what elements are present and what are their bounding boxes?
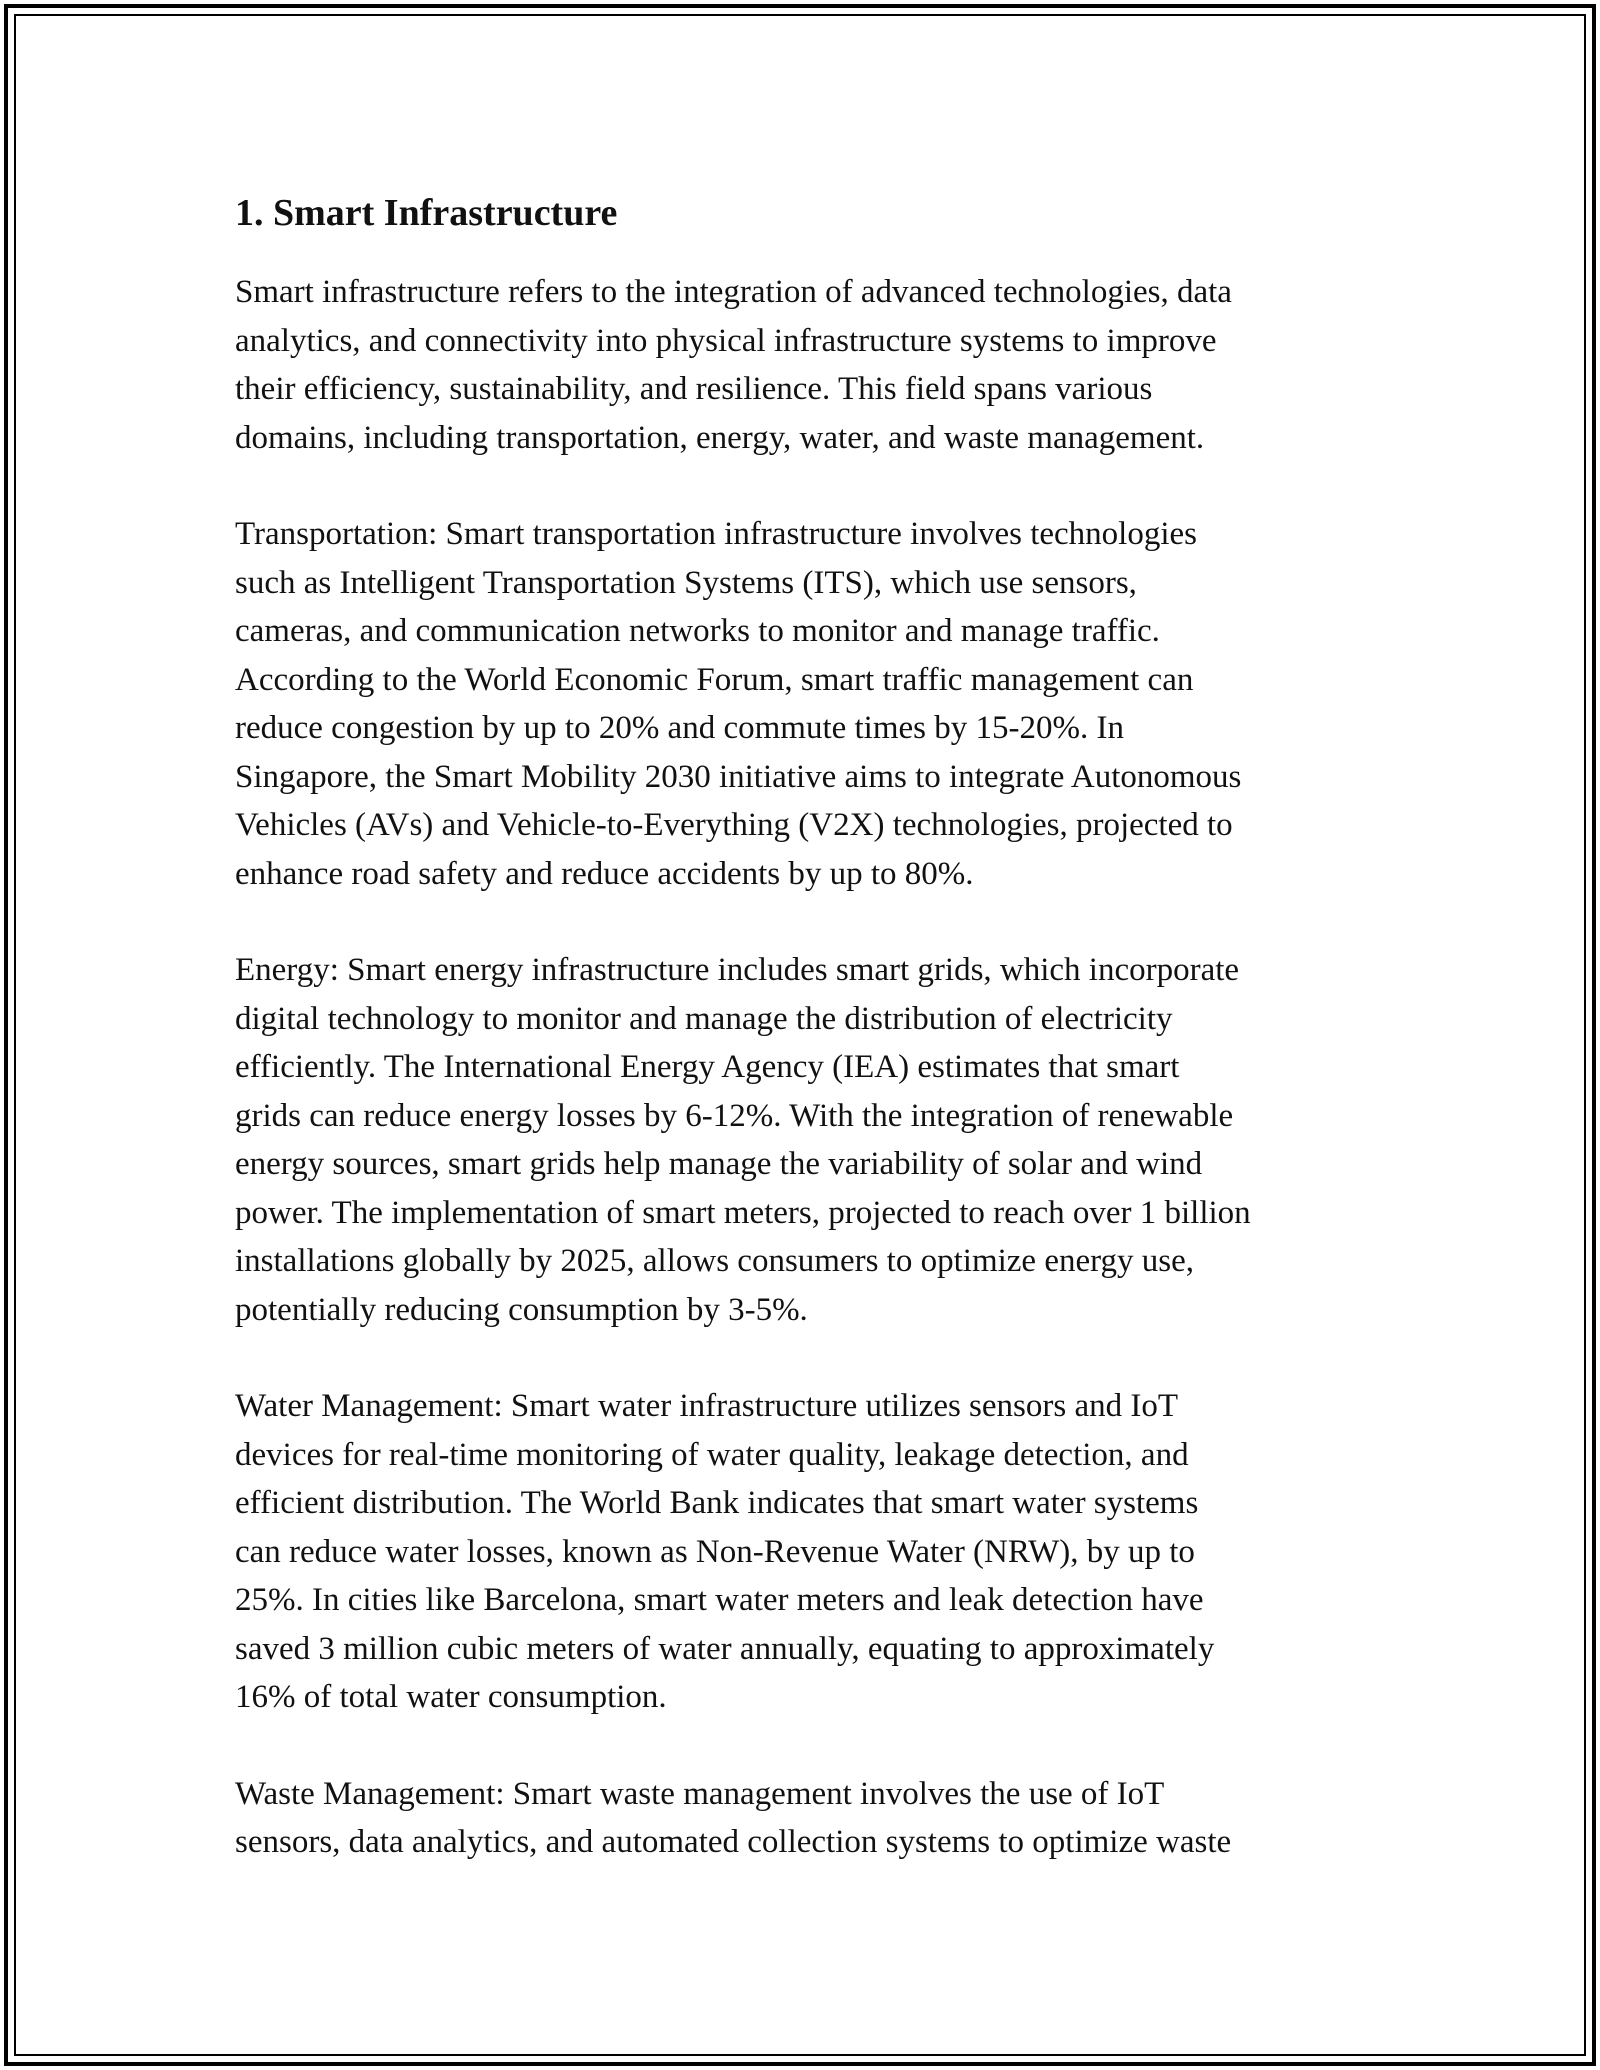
text-line: 16% of total water consumption. (235, 1679, 667, 1715)
text-line: Smart infrastructure refers to the integration of advanced technologies, data (235, 274, 1232, 310)
text-line: reduce congestion by up to 20% and commute times by 15-20%. In (235, 710, 1124, 746)
text-line: According to the World Economic Forum, smart traffic management can (235, 661, 1194, 698)
text-line: can reduce water losses, known as Non-Revenue Water (NRW), by up to (235, 1533, 1195, 1570)
energy-paragraph (235, 946, 1385, 1334)
paragraph-list (235, 268, 1385, 1867)
text-line: saved 3 million cubic meters of water annually, equating to approximately (235, 1630, 1215, 1667)
text-line: power. The implementation of smart meters, projected to reach over 1 billion (235, 1194, 1251, 1231)
text-line: analytics, and connectivity into physical infrastructure systems to improve (235, 322, 1217, 359)
text-line: Transportation: Smart transportation infrastructure involves technologies (235, 516, 1198, 552)
text-line: installations globally by 2025, allows consumers to optimize energy use, (235, 1243, 1194, 1279)
waste-management-paragraph (235, 1770, 1385, 1867)
intro-paragraph (235, 268, 1385, 462)
text-line: such as Intelligent Transportation Systems (ITS), which use sensors, (235, 564, 1137, 601)
text-line: sensors, data analytics, and automated collection systems to optimize waste (235, 1824, 1232, 1860)
text-line: 25%. In cities like Barcelona, smart water meters and leak detection have (235, 1582, 1204, 1618)
text-line: cameras, and communication networks to monitor and manage traffic. (235, 613, 1160, 649)
section-title: 1. Smart Infrastructure (235, 192, 618, 234)
document-body (235, 186, 1385, 1915)
text-line: efficiently. The International Energy Agency (IEA) estimates that smart (235, 1049, 1180, 1085)
text-line: devices for real-time monitoring of water quality, leakage detection, and (235, 1436, 1189, 1473)
text-line: Vehicles (AVs) and Vehicle-to-Everything (V2X) technologies, projected to (235, 807, 1233, 843)
text-line: Waste Management: Smart waste management involves the use of IoT (235, 1775, 1165, 1812)
water-management-paragraph (235, 1382, 1385, 1722)
text-line: potentially reducing consumption by 3-5%. (235, 1291, 808, 1328)
text-line: enhance road safety and reduce accidents by up to 80%. (235, 855, 974, 892)
text-line: Singapore, the Smart Mobility 2030 initiative aims to integrate Autonomous (235, 758, 1242, 795)
text-line: grids can reduce energy losses by 6-12%. With the integration of renewable (235, 1097, 1234, 1134)
text-line: digital technology to monitor and manage the distribution of electricity (235, 1000, 1173, 1037)
transportation-paragraph (235, 510, 1385, 898)
text-line: domains, including transportation, energy, water, and waste management. (235, 419, 1205, 456)
text-line: energy sources, smart grids help manage the variability of solar and wind (235, 1146, 1203, 1182)
text-line: efficient distribution. The World Bank indicates that smart water systems (235, 1485, 1199, 1521)
text-line: Energy: Smart energy infrastructure includes smart grids, which incorporate (235, 952, 1240, 988)
text-line: Water Management: Smart water infrastructure utilizes sensors and IoT (235, 1388, 1179, 1424)
text-line: their efficiency, sustainability, and resilience. This field spans various (235, 371, 1153, 407)
